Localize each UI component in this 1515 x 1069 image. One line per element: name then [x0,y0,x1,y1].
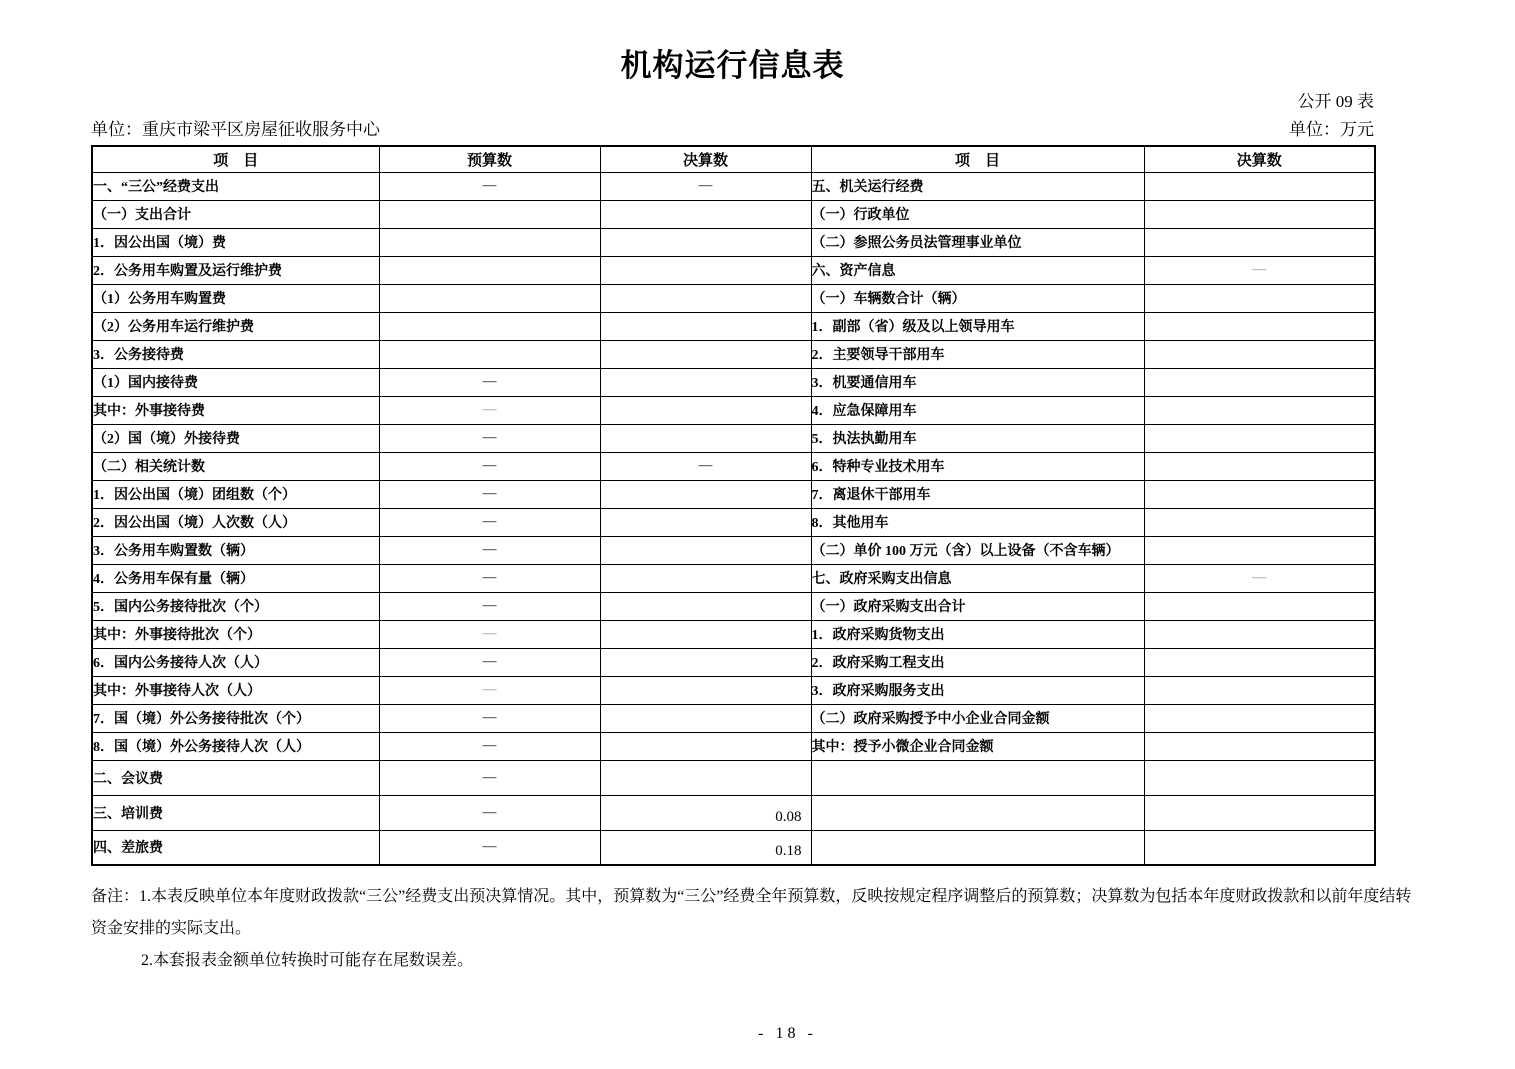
table-header-row [92,146,1375,172]
item-label-left: 3．公务用车购置数（辆） [92,536,379,564]
final-value-right [1144,760,1375,795]
budget-value: — [379,830,600,865]
final-value-right [1144,508,1375,536]
budget-value: — [379,480,600,508]
table-row [92,228,1375,256]
budget-value [379,312,600,340]
operation-info-table [91,145,1376,866]
final-value-right [1144,592,1375,620]
budget-value: — [379,508,600,536]
final-value-left [600,368,811,396]
final-value-left: — [600,172,811,200]
final-value-left [600,480,811,508]
item-label-right: （一）政府采购支出合计 [811,592,1144,620]
table-row [92,760,1375,795]
final-value-right [1144,368,1375,396]
final-value-right [1144,228,1375,256]
budget-value: — [379,592,600,620]
final-value-left [600,592,811,620]
item-label-right: 7．离退休干部用车 [811,480,1144,508]
table-row [92,704,1375,732]
final-value-right [1144,480,1375,508]
final-value-right [1144,424,1375,452]
item-label-right [811,760,1144,795]
item-label-left: 2．公务用车购置及运行维护费 [92,256,379,284]
final-value-right [1144,830,1375,865]
table-row [92,396,1375,424]
final-value-right [1144,732,1375,760]
final-value-right [1144,795,1375,830]
final-value-right [1144,340,1375,368]
table-row [92,620,1375,648]
final-value-left: — [600,452,811,480]
final-value-left [600,228,811,256]
budget-value: — [379,676,600,704]
item-label-right: 七、政府采购支出信息 [811,564,1144,592]
table-row [92,536,1375,564]
item-label-left: （2）公务用车运行维护费 [92,312,379,340]
item-label-right: 6．特种专业技术用车 [811,452,1144,480]
table-row [92,200,1375,228]
item-label-left: 三、培训费 [92,795,379,830]
item-label-right: （二）单价 100 万元（含）以上设备（不含车辆） [811,536,1144,564]
table-row [92,172,1375,200]
item-label-left: 四、差旅费 [92,830,379,865]
budget-value [379,200,600,228]
table-row [92,312,1375,340]
item-label-left: （1）公务用车购置费 [92,284,379,312]
unit-measure-label: 单位：万元 [1289,120,1374,139]
table-row [92,284,1375,312]
notes-section [91,881,1412,977]
table-row [92,564,1375,592]
item-label-right [811,795,1144,830]
item-label-left: 3．公务接待费 [92,340,379,368]
final-value-right: — [1144,256,1375,284]
final-value-left [600,340,811,368]
item-label-left: 其中：外事接待费 [92,396,379,424]
final-value-left [600,536,811,564]
final-value-left [600,732,811,760]
item-label-right: 五、机关运行经费 [811,172,1144,200]
final-value-right [1144,284,1375,312]
table-row [92,340,1375,368]
budget-value: — [379,396,600,424]
item-label-left: 其中：外事接待批次（个） [92,620,379,648]
final-value-left [600,200,811,228]
item-label-right: （二）政府采购授予中小企业合同金额 [811,704,1144,732]
final-value-left [600,564,811,592]
item-label-right: （二）参照公务员法管理事业单位 [811,228,1144,256]
item-label-left: 1．因公出国（境）费 [92,228,379,256]
table-row [92,732,1375,760]
final-value-left [600,396,811,424]
table-row [92,452,1375,480]
col-header-final-left: 决算数 [600,146,811,172]
final-value-right [1144,620,1375,648]
note-line-2: 资金安排的实际支出。 [91,920,252,937]
item-label-right: 2．政府采购工程支出 [811,648,1144,676]
final-value-left [600,648,811,676]
budget-value: — [379,368,600,396]
table-row [92,592,1375,620]
budget-value: — [379,172,600,200]
document-page [91,46,1412,1043]
budget-value: — [379,564,600,592]
final-value-left: 0.08 [600,795,811,830]
final-value-right [1144,396,1375,424]
item-label-right: 1．副部（省）级及以上领导用车 [811,312,1144,340]
note-line-1: 备注：1.本表反映单位本年度财政拨款“三公”经费支出预决算情况。其中，预算数为“三公”经费全年预算数，反映按规定程序调整后的预算数；决算数为包括本年度财政拨款和以前年度结转 [91,888,1412,905]
item-label-right: 1．政府采购货物支出 [811,620,1144,648]
col-header-budget: 预算数 [379,146,600,172]
item-label-right [811,830,1144,865]
final-value-left [600,620,811,648]
item-label-right: 六、资产信息 [811,256,1144,284]
budget-value [379,340,600,368]
item-label-right: （一）行政单位 [811,200,1144,228]
table-body [92,172,1375,865]
col-header-final-right: 决算数 [1144,146,1375,172]
item-label-right: 其中：授予小微企业合同金额 [811,732,1144,760]
table-row [92,256,1375,284]
item-label-left: 2．因公出国（境）人次数（人） [92,508,379,536]
unit-row [91,120,1374,140]
final-value-left [600,424,811,452]
item-label-left: 一、“三公”经费支出 [92,172,379,200]
budget-value: — [379,536,600,564]
budget-value [379,256,600,284]
item-label-right: （一）车辆数合计（辆） [811,284,1144,312]
item-label-right: 5．执法执勤用车 [811,424,1144,452]
col-header-item-left: 项 目 [92,146,379,172]
item-label-right: 3．政府采购服务支出 [811,676,1144,704]
col-header-item-right: 项 目 [811,146,1144,172]
doc-number-label: 公开 09 表 [1297,92,1374,111]
item-label-left: 5．国内公务接待批次（个） [92,592,379,620]
item-label-left: 二、会议费 [92,760,379,795]
final-value-right [1144,452,1375,480]
item-label-left: （一）支出合计 [92,200,379,228]
item-label-left: 4．公务用车保有量（辆） [92,564,379,592]
final-value-right [1144,648,1375,676]
table-row [92,480,1375,508]
final-value-left: 0.18 [600,830,811,865]
table-row [92,508,1375,536]
item-label-right: 8．其他用车 [811,508,1144,536]
budget-value: — [379,648,600,676]
item-label-left: 1．因公出国（境）团组数（个） [92,480,379,508]
item-label-left: （二）相关统计数 [92,452,379,480]
table-row [92,676,1375,704]
final-value-right [1144,704,1375,732]
final-value-left [600,508,811,536]
item-label-left: 6．国内公务接待人次（人） [92,648,379,676]
table-row [92,830,1375,865]
budget-value [379,228,600,256]
table-row [92,795,1375,830]
budget-value: — [379,760,600,795]
final-value-right [1144,172,1375,200]
note-line-3: 2.本套报表金额单位转换时可能存在尾数误差。 [141,952,474,969]
budget-value: — [379,620,600,648]
final-value-right [1144,312,1375,340]
budget-value: — [379,795,600,830]
item-label-left: （1）国内接待费 [92,368,379,396]
item-label-right: 4．应急保障用车 [811,396,1144,424]
final-value-right [1144,676,1375,704]
page-number: - 18 - [758,1025,817,1042]
final-value-left [600,312,811,340]
final-value-left [600,676,811,704]
item-label-left: 8．国（境）外公务接待人次（人） [92,732,379,760]
item-label-left: 其中：外事接待人次（人） [92,676,379,704]
budget-value: — [379,424,600,452]
item-label-right: 3．机要通信用车 [811,368,1144,396]
final-value-left [600,760,811,795]
final-value-left [600,704,811,732]
unit-name-label: 单位：重庆市梁平区房屋征收服务中心 [91,120,380,139]
budget-value: — [379,732,600,760]
final-value-left [600,284,811,312]
item-label-left: （2）国（境）外接待费 [92,424,379,452]
table-row [92,368,1375,396]
item-label-right: 2．主要领导干部用车 [811,340,1144,368]
table-row [92,424,1375,452]
final-value-right: — [1144,564,1375,592]
final-value-left [600,256,811,284]
budget-value [379,284,600,312]
budget-value: — [379,452,600,480]
page-title: 机构运行信息表 [620,48,845,83]
budget-value: — [379,704,600,732]
final-value-right [1144,200,1375,228]
item-label-left: 7．国（境）外公务接待批次（个） [92,704,379,732]
final-value-right [1144,536,1375,564]
table-row [92,648,1375,676]
